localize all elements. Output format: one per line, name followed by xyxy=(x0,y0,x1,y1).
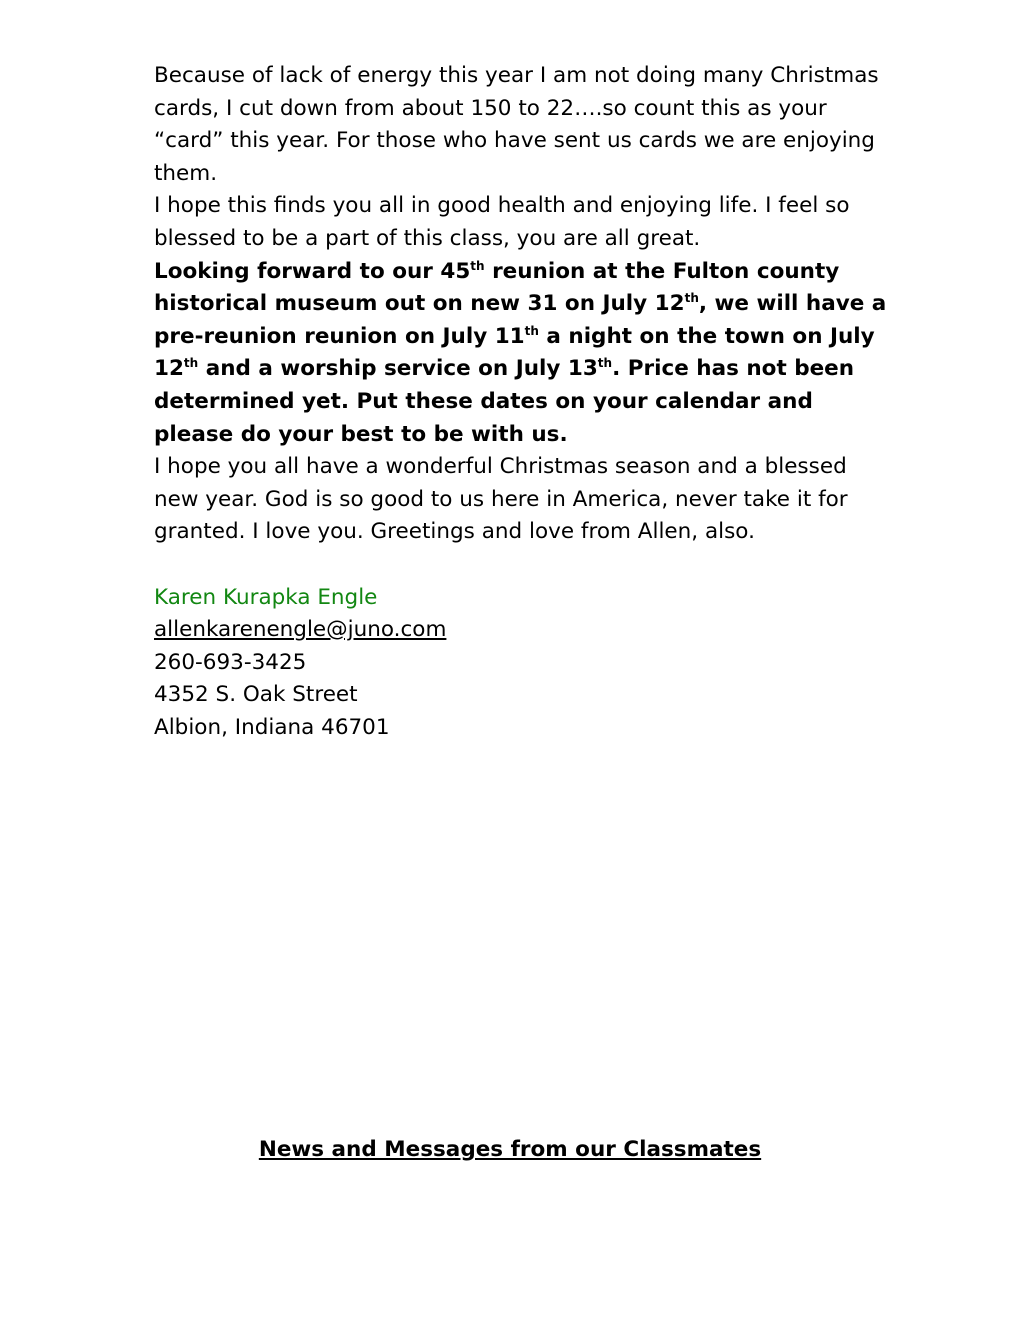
reunion-text-6: . Price has not been determined yet. Put these dates on your calendar and please do your best to be with us. xyxy=(154,356,855,447)
reunion-sup-3: th xyxy=(524,323,539,338)
letter-body xyxy=(154,60,894,744)
reunion-sup-2: th xyxy=(684,291,699,305)
paragraph-christmas-cards: Because of lack of energy this year I am not doing many Christmas cards, I cut down from about 150 to 22….so count this as your “card” this year. For those who have sent us cards we are enjoying them. xyxy=(154,63,879,186)
paragraph-reunion xyxy=(154,256,894,452)
section-title-text: News and Messages from our Classmates xyxy=(258,1137,762,1162)
reunion-text-1: Looking forward to our 45 xyxy=(154,258,471,284)
reunion-sup-4: th xyxy=(183,356,199,371)
signature-street: 4352 S. Oak Street xyxy=(154,682,358,708)
signature-block xyxy=(154,582,894,745)
reunion-text-3: , we will have a pre-reunion reunion on July 11 xyxy=(154,291,887,349)
signature-phone: 260-693-3425 xyxy=(154,649,307,675)
paragraph-good-health: I hope this finds you all in good health and enjoying life. I feel so blessed to be a part of this class, you are all great. xyxy=(154,193,850,251)
section-title xyxy=(0,1133,1020,1167)
reunion-sup-1: th xyxy=(470,258,485,273)
signature-city: Albion, Indiana 46701 xyxy=(154,714,390,740)
signature-email-link[interactable]: allenkarenengle@juno.com xyxy=(154,617,447,643)
blank-line xyxy=(154,549,894,582)
reunion-text-4: a night on the town on July 12 xyxy=(154,323,875,382)
signature-name: Karen Kurapka Engle xyxy=(154,584,378,610)
reunion-sup-5: th xyxy=(597,356,613,371)
reunion-text-5: and a worship service on July 13 xyxy=(198,356,598,382)
paragraph-christmas-wishes: I hope you all have a wonderful Christmas season and a blessed new year. God is so good to us here in America, never take it for granted. I love you. Greetings and love from Allen, also. xyxy=(154,454,848,545)
reunion-text-2: reunion at the Fulton county historical museum out on new 31 on July 12 xyxy=(154,258,840,317)
